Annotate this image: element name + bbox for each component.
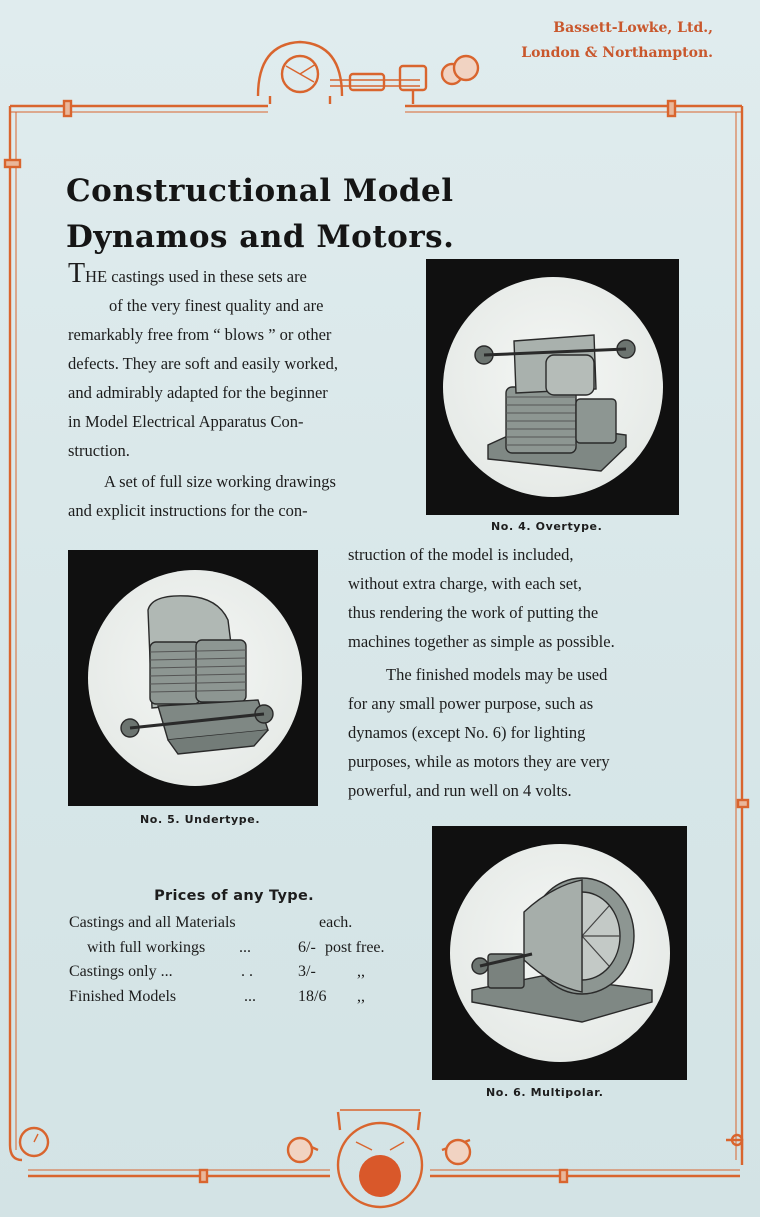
drawings-paragraph: A set of full size working drawings and explicit instructions for the con- bbox=[68, 472, 336, 520]
caption-multipolar: No. 6. Multipolar. bbox=[486, 1086, 604, 1099]
boiler-lamp-icon bbox=[359, 1155, 401, 1197]
figure-multipolar bbox=[432, 826, 687, 1080]
price-list-heading: Prices of any Type. bbox=[154, 888, 314, 904]
figure-overtype bbox=[426, 259, 679, 515]
page-title: Constructional Model Dynamos and Motors. bbox=[66, 173, 455, 255]
intro-paragraph: THE castings used in these sets are of the very finest quality and are remarkably free from “ blows ” or other defects. They are soft and easily worked, and admirably adapted for the beginner in Model Electrical Apparatus Con- struction. bbox=[68, 258, 339, 460]
undertype-dynamo-illustration bbox=[68, 550, 318, 806]
drawings-paragraph-continued: struction of the model is included, without extra charge, with each set, thus rendering the work of putting the machines together as simple as possible. bbox=[348, 545, 615, 651]
usage-paragraph: The finished models may be used for any small power purpose, such as dynamos (except No. 6) for lighting purposes, while as motors they are very powerful, and run well on 4 volts. bbox=[348, 665, 610, 800]
price-row: with full workings ... 6/- post free. bbox=[87, 938, 385, 956]
price-row: Castings and all Materials each. bbox=[69, 911, 409, 936]
drop-cap: T bbox=[68, 258, 86, 289]
caption-undertype: No. 5. Undertype. bbox=[140, 813, 261, 826]
publisher-name: Bassett-Lowke, Ltd., bbox=[553, 20, 713, 36]
figure-undertype bbox=[68, 550, 318, 806]
price-row: Finished Models ... 18/6 ,, bbox=[69, 987, 365, 1005]
caption-overtype: No. 4. Overtype. bbox=[491, 520, 603, 533]
price-list bbox=[69, 888, 409, 1009]
overtype-dynamo-illustration bbox=[426, 259, 679, 515]
price-row: Castings only ... . . 3/- ,, bbox=[69, 963, 365, 980]
multipolar-motor-illustration bbox=[432, 826, 687, 1080]
each-label: each. bbox=[319, 914, 353, 931]
publisher-location: London & Northampton. bbox=[521, 45, 713, 61]
publisher-header bbox=[521, 16, 713, 66]
